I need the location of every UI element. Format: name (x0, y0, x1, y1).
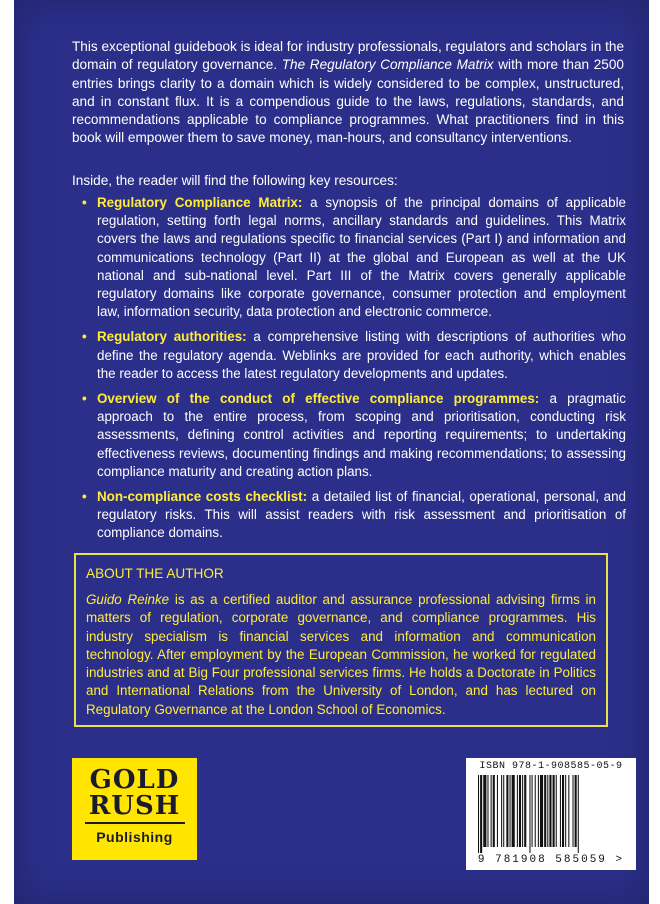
resource-item (80, 390, 626, 481)
author-bio (86, 591, 596, 719)
about-author-box (74, 553, 608, 727)
resource-item (80, 194, 626, 321)
resource-item (80, 328, 626, 383)
resources-lead: Inside, the reader will find the following key resources: (72, 173, 398, 188)
author-bio-text: is as a certified auditor and assurance professional advising firms in matters of regulation, corporate governance, and compliance programmes. His industry specialism is financial services and information and communication technology. After employment by the European Commission, he worked for regulated industries and at Big Four professional services firms. He holds a Doctorate in Politics and International Relations from the University of London, and has lectured on Regulatory Governance at the London School of Economics. (86, 592, 596, 717)
bullet-icon: • (82, 329, 87, 345)
intro-text-2: with more than 2500 entries brings clarity to a domain which is widely considered to be complex, unstructured, and in constant flux. It is a compendious guide to the laws, regulations, standards, and recommendations applicable to compliance programmes. What practitioners find in this book will empower them to save money, man-hours, and consultancy interventions. (72, 57, 624, 146)
author-name: Guido Reinke (86, 592, 170, 607)
publisher-logo (72, 758, 197, 860)
bullet-icon: • (82, 489, 87, 505)
barcode-icon (470, 775, 632, 853)
publisher-logo-line2: RUSH (88, 791, 181, 821)
barcode-panel (466, 758, 636, 870)
publisher-logo-line1: GOLD (89, 765, 180, 795)
resource-description: a comprehensive listing with descriptions of authorities who define the regulatory agenda. Weblinks are provided for each authority, which enables the reader to access the latest regulatory developments and updates. (97, 329, 626, 381)
bullet-icon: • (82, 391, 87, 407)
resource-term: Overview of the conduct of effective compliance programmes: (97, 391, 540, 407)
about-author-heading: ABOUT THE AUTHOR (86, 566, 224, 581)
intro-paragraph (72, 38, 624, 148)
back-cover (14, 0, 649, 904)
resource-term: Regulatory Compliance Matrix: (97, 195, 303, 210)
isbn-label: ISBN 978-1-908585-05-9 (479, 761, 623, 772)
resource-description: a detailed list of financial, operational, personal, and regulatory risks. This will assist readers with risk assessment and prioritisation of compliance domains. (97, 489, 626, 541)
bullet-icon: • (82, 195, 87, 210)
resource-description: a pragmatic approach to the entire process, from scoping and prioritisation, conducting risk assessments, defining control activities and reporting requirements; to undertaking effectiveness reviews, documenting findings and making recommendations; to assessing compliance maturity and creating action plans. (97, 391, 626, 479)
ean-number: 9 781908 585059 > (477, 854, 625, 866)
book-title: The Regulatory Compliance Matrix (281, 57, 494, 73)
resource-item (80, 488, 626, 543)
resources-list (80, 194, 626, 550)
resource-term: Regulatory authorities: (97, 329, 247, 345)
publisher-logo-line3: Publishing (96, 829, 173, 845)
resource-term: Non-compliance costs checklist: (97, 489, 308, 505)
publisher-logo-rule (85, 822, 185, 824)
intro-text-1: This exceptional guidebook is ideal for industry professionals, regulators and scholars in the domain of regulatory governance. (72, 39, 624, 73)
resource-description: a synopsis of the principal domains of applicable regulation, setting forth legal norms, ancillary standards and guidelines. This Matrix covers the laws and regulations specific to financial services (Part I) and information and communications technology (Part II) at the global and European as well at the UK national and sub-national level. Part III of the Matrix covers generally applicable regulatory domains like corporate governance, consumer protection and employment law, information security, data protection and electronic commerce. (97, 195, 626, 320)
